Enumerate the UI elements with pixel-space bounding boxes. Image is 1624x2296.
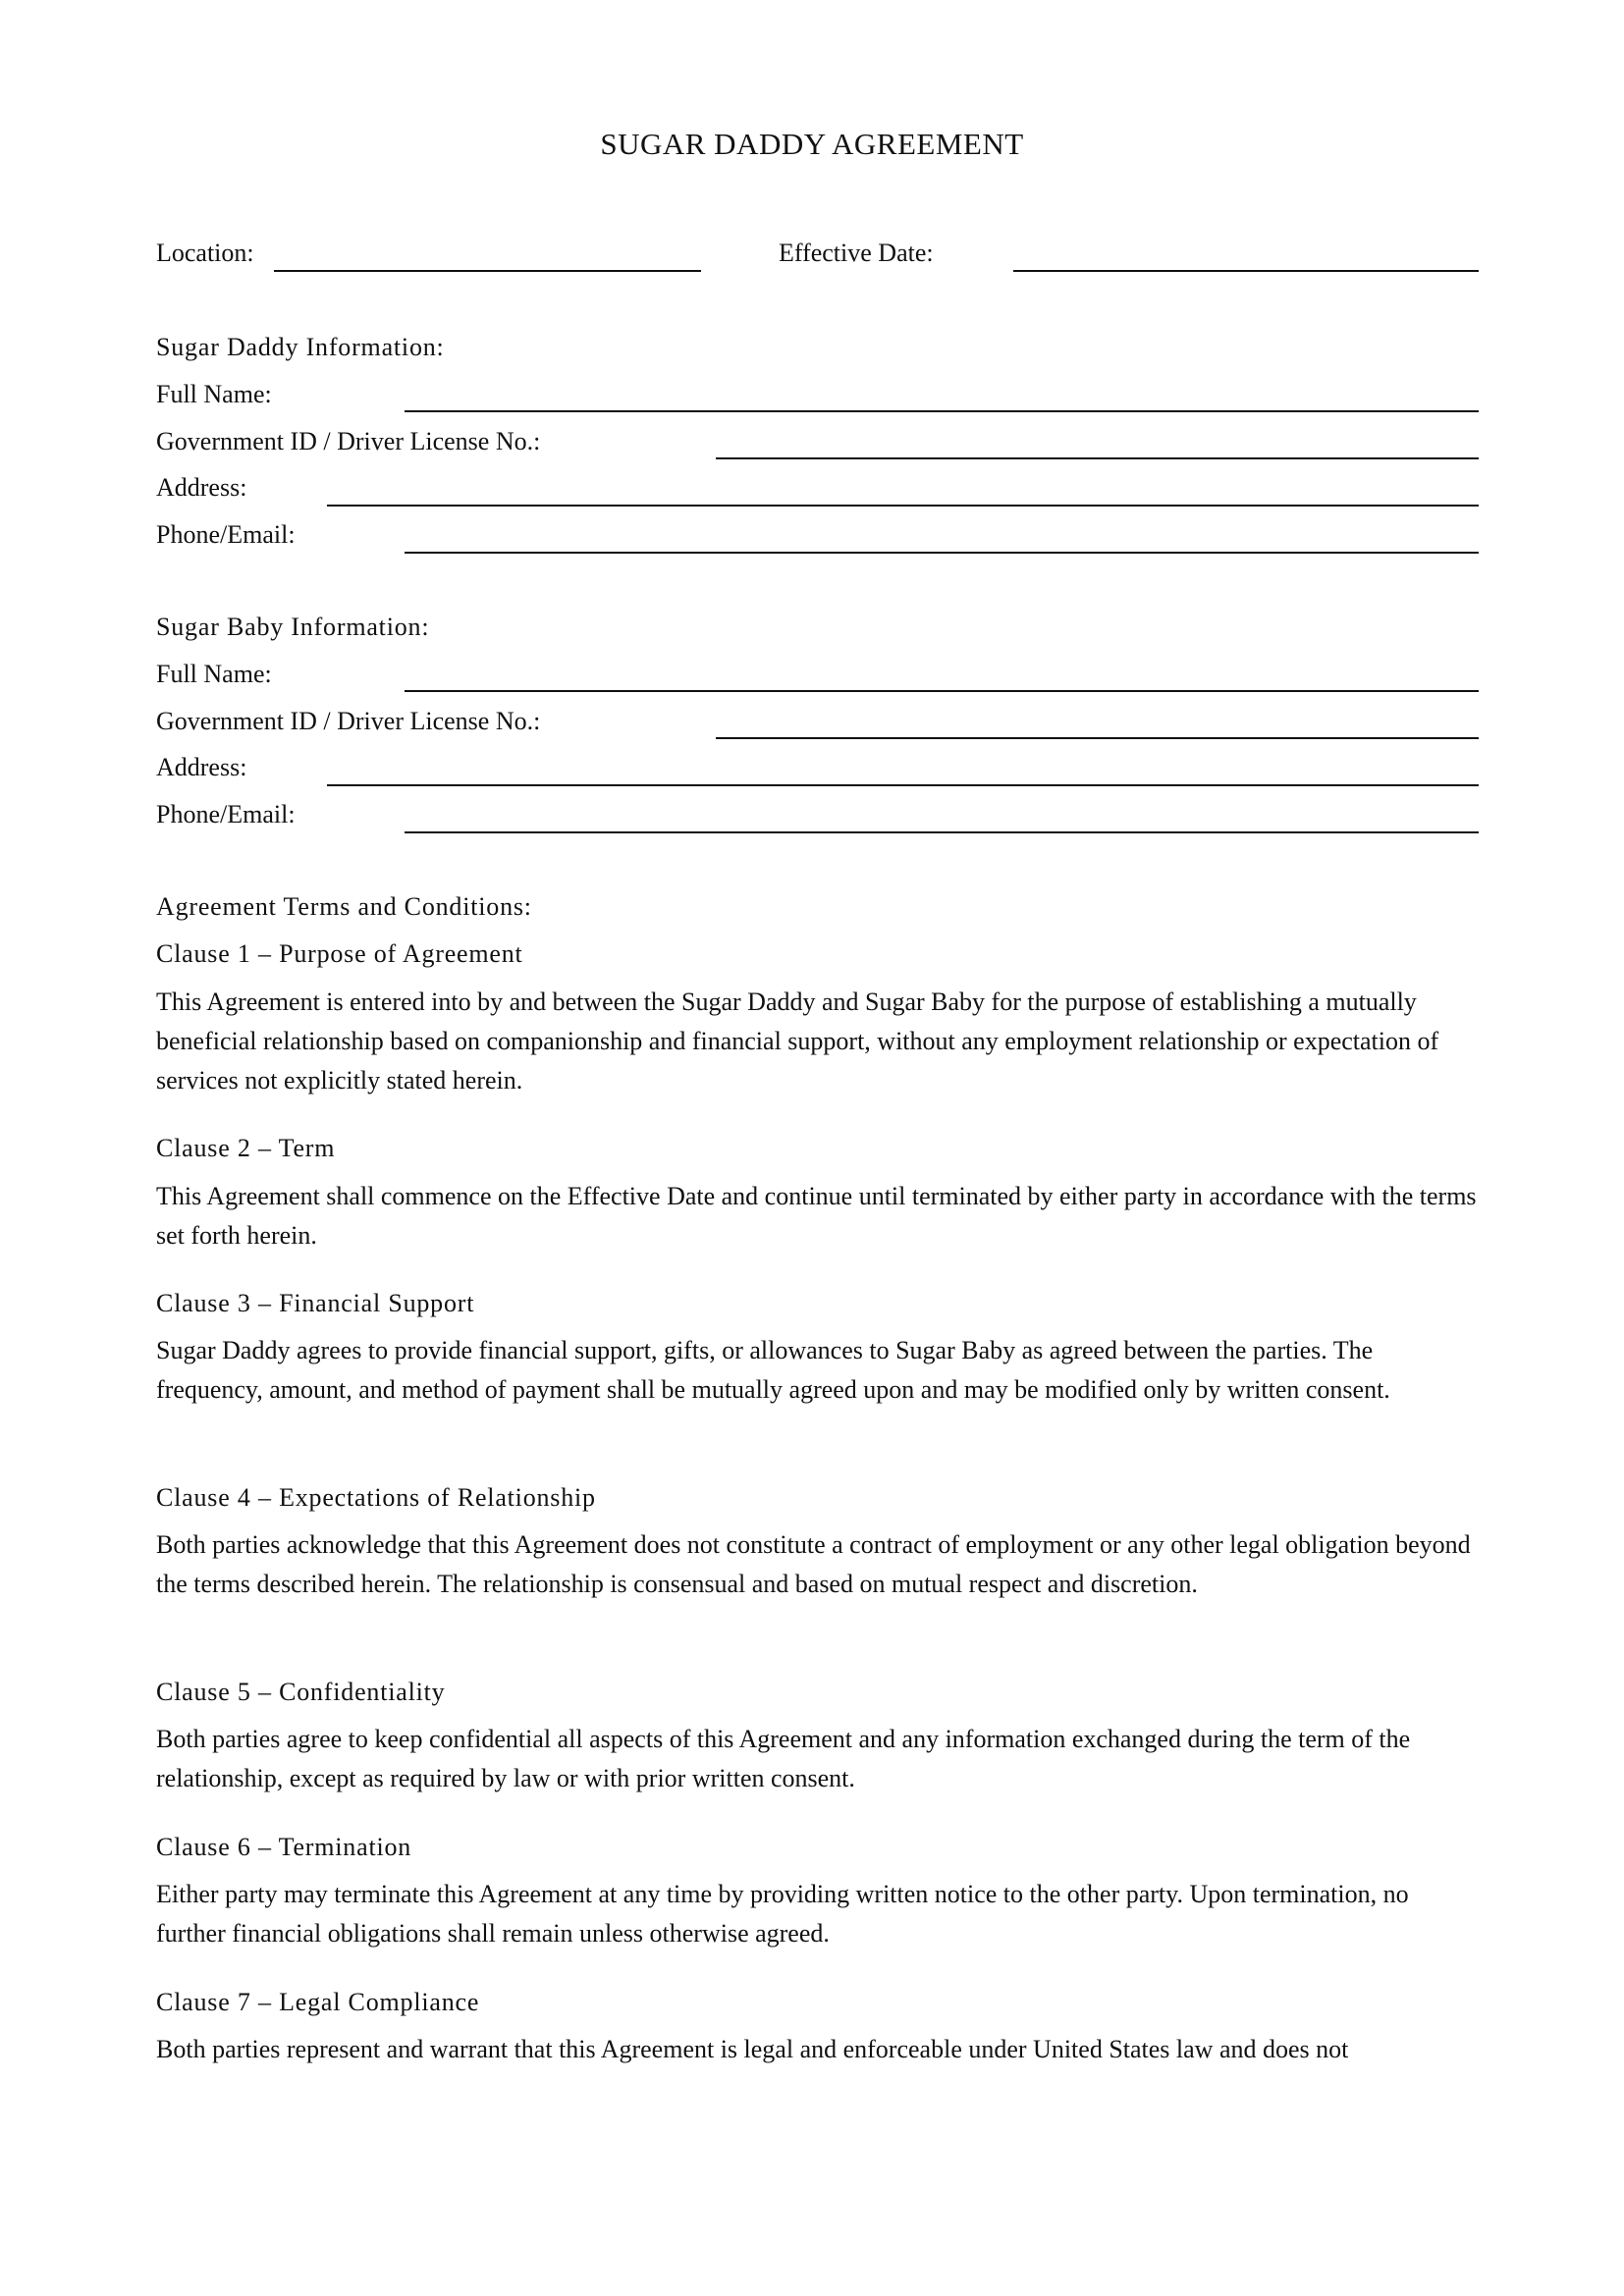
terms-heading: Agreement Terms and Conditions:	[156, 892, 532, 921]
clause-title: Clause 7 – Legal Compliance	[156, 1988, 480, 2016]
clause-text: This Agreement is entered into by and between the Sugar Daddy and Sugar Baby for the purpose of establishing a mutually beneficial relationship based on companionship and financial support, without any employment relationship or expectation of services not explicitly stated herein.	[156, 988, 1439, 1095]
sugar-daddy-address-line[interactable]	[327, 505, 1479, 507]
sugar-daddy-full-name-line[interactable]	[405, 410, 1479, 412]
sugar-daddy-phone-email-label: Phone/Email:	[156, 520, 296, 549]
sugar-baby-heading: Sugar Baby Information:	[156, 613, 430, 641]
clause-text: This Agreement shall commence on the Effective Date and continue until terminated by either party in accordance with the terms set forth herein.	[156, 1182, 1477, 1250]
sugar-baby-phone-email-line[interactable]	[405, 831, 1479, 833]
sugar-daddy-gov-id-line[interactable]	[716, 457, 1479, 459]
clause-title: Clause 6 – Termination	[156, 1833, 412, 1861]
clause-text: Both parties acknowledge that this Agreement does not constitute a contract of employment or any other legal obligation beyond the terms described herein. The relationship is consensual and based on mutual respect and discretion.	[156, 1530, 1471, 1598]
effective-date-label: Effective Date:	[779, 239, 934, 267]
sugar-daddy-full-name-label: Full Name:	[156, 380, 272, 408]
clause-text: Both parties agree to keep confidential all aspects of this Agreement and any information exchanged during the term of the relationship, except as required by law or with prior written consent.	[156, 1725, 1411, 1792]
clause-text: Sugar Daddy agrees to provide financial support, gifts, or allowances to Sugar Baby as agreed between the parties. The frequency, amount, and method of payment shall be mutually agreed upon and may be modified only by written consent.	[156, 1336, 1390, 1404]
clause-title: Clause 5 – Confidentiality	[156, 1678, 446, 1706]
sugar-baby-gov-id-label: Government ID / Driver License No.:	[156, 707, 541, 735]
document-title: SUGAR DADDY AGREEMENT	[600, 127, 1024, 161]
sugar-daddy-heading: Sugar Daddy Information:	[156, 333, 445, 361]
clause-text: Either party may terminate this Agreement at any time by providing written notice to the other party. Upon termination, no further financial obligations shall remain unless otherwise agreed.	[156, 1880, 1409, 1948]
sugar-daddy-phone-email-line[interactable]	[405, 552, 1479, 554]
sugar-baby-address-label: Address:	[156, 753, 247, 781]
sugar-daddy-address-label: Address:	[156, 473, 247, 502]
clause-title: Clause 4 – Expectations of Relationship	[156, 1483, 596, 1512]
location-input-line[interactable]	[274, 270, 701, 272]
clause-title: Clause 2 – Term	[156, 1134, 336, 1162]
sugar-baby-full-name-line[interactable]	[405, 690, 1479, 692]
sugar-baby-full-name-label: Full Name:	[156, 660, 272, 688]
sugar-daddy-gov-id-label: Government ID / Driver License No.:	[156, 427, 541, 455]
sugar-baby-address-line[interactable]	[327, 784, 1479, 786]
clause-title: Clause 1 – Purpose of Agreement	[156, 939, 523, 968]
sugar-baby-gov-id-line[interactable]	[716, 737, 1479, 739]
location-label: Location:	[156, 239, 254, 267]
clause-text: Both parties represent and warrant that this Agreement is legal and enforceable under United States law and does not	[156, 2035, 1349, 2063]
sugar-baby-phone-email-label: Phone/Email:	[156, 800, 296, 828]
effective-date-input-line[interactable]	[1013, 270, 1479, 272]
clause-title: Clause 3 – Financial Support	[156, 1289, 475, 1317]
